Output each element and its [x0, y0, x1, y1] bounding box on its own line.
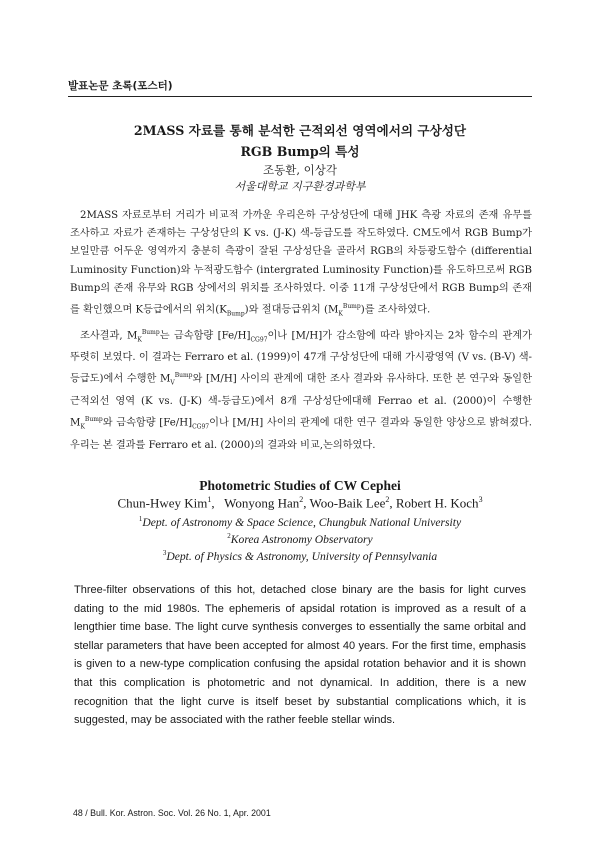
- author-name: Robert H. Koch: [395, 495, 479, 511]
- abstract-paragraph-1: 2MASS 자료로부터 거리가 비교적 가까운 우리은하 구상성단에 대해 JHK 측광 자료의 존재 유무를 조사하고 자료가 존재하는 구상성단의 K vs. (J-K) 색-등급도를 작도하였다. CM도에서 RGB Bump가 보일만큼 어두운 영역까지 충분히 측광이 잘된 구상성단을 골라서 RGB의 차등광도함수 (differential Luminosity Function)와 누적광도함수 (intergrated Luminosity Function)를 유도하므로써 RGB Bump의 존재 유무와 RGB 상에서의 위치를 조사하였다. 이중 11개 구상성단에서 RGB Bump의 존재를 확인했으며 K등급에서의 위치$(K_{Bump})$와 절대등급위치 $(M_K^{Bump})$를 조사하였다.: [70, 210, 533, 318]
- english-paper-abstract: Three-filter observations of this hot, detached close binary are the basis for light curves dating to the mid 1980s. The ephemeris of apsidal rotation is improved as a result of a lengthier time base. The light curve synthesis converges to essentially the same orbital and stellar parameters that have been accepted for almost 40 years. For the first time, emphasis is given to a new-type complication confusing the apsidal rotation behavior and it is shown that this complication is photometric and not dynamical. In addition, there is a new recognition that the light curve is itself beset by substantial complications which, it is suggested, may be associated with the rather feeble stellar winds.: [74, 584, 526, 727]
- korean-paper-abstract: [70, 207, 532, 455]
- korean-paper-title: [60, 120, 540, 162]
- korean-title-line1: 2MASS 자료를 통해 분석한 근적외선 영역에서의 구상성단: [133, 123, 467, 138]
- english-paper-authors: Chun-Hwey Kim$^1$, Wonyong Han$^2$, Woo-Baik Lee$^2$, Robert H. Koch$^3$: [117, 495, 483, 511]
- abstract-paragraph-2: 조사결과, $M_K^{Bump}$는 금속함량 $[Fe/H]_{CG97}$이나 [M/H]가 감소함에 따라 밝아지는 2차 함수의 관계가 뚜렷히 보였다. 이 결과는 Ferraro et al. (1999)이 47개 구상성단에 대해 가시광영역 (V vs. (B-V) 색-등급도)에서 수행한 $M_V^{Bump}$와 [M/H] 사이의 관계에 대한 조사 결과와 유사하다. 또한 본 연구와 동일한 근적외선 영역 (K vs. (J-K) 색-등급도)에서 8개 구상성단에대해 Ferrao et al. (2000)이 수행한 $M_K^{Bump}$와 금속함량 $[Fe/H]_{CG97}$이나 [M/H] 사이의 관계에 대한 연구 결과와 동일한 양상으로 밝혀졌다. 우리는 본 결과를 Ferraro et al. (2000)의 결과와 비교,논의하였다.: [70, 328, 533, 451]
- korean-paper-authors: 조동환, 이상각: [263, 163, 337, 177]
- author-name: Wonyong Han: [224, 495, 300, 511]
- korean-paper-affiliation: 서울대학교 지구환경과학부: [234, 180, 366, 193]
- korean-title-line2: RGB Bump의 특성: [240, 144, 360, 159]
- section-header: 발표논문 초록(포스터): [68, 78, 532, 97]
- english-paper-title: Photometric Studies of CW Cephei: [199, 478, 401, 493]
- author-name: Chun-Hwey Kim: [117, 495, 208, 511]
- affiliation-2: $^2$Korea Astronomy Observatory: [227, 532, 373, 546]
- affiliation-1: $^1$Dept. of Astronomy & Space Science, Chungbuk National University: [138, 515, 462, 529]
- author-name: Woo-Baik Lee: [309, 495, 386, 511]
- affiliation-3: $^3$Dept. of Physics & Astronomy, University of Pennsylvania: [162, 549, 438, 563]
- page-footer: 48 / Bull. Kor. Astron. Soc. Vol. 26 No. 1, Apr. 2001: [73, 808, 271, 819]
